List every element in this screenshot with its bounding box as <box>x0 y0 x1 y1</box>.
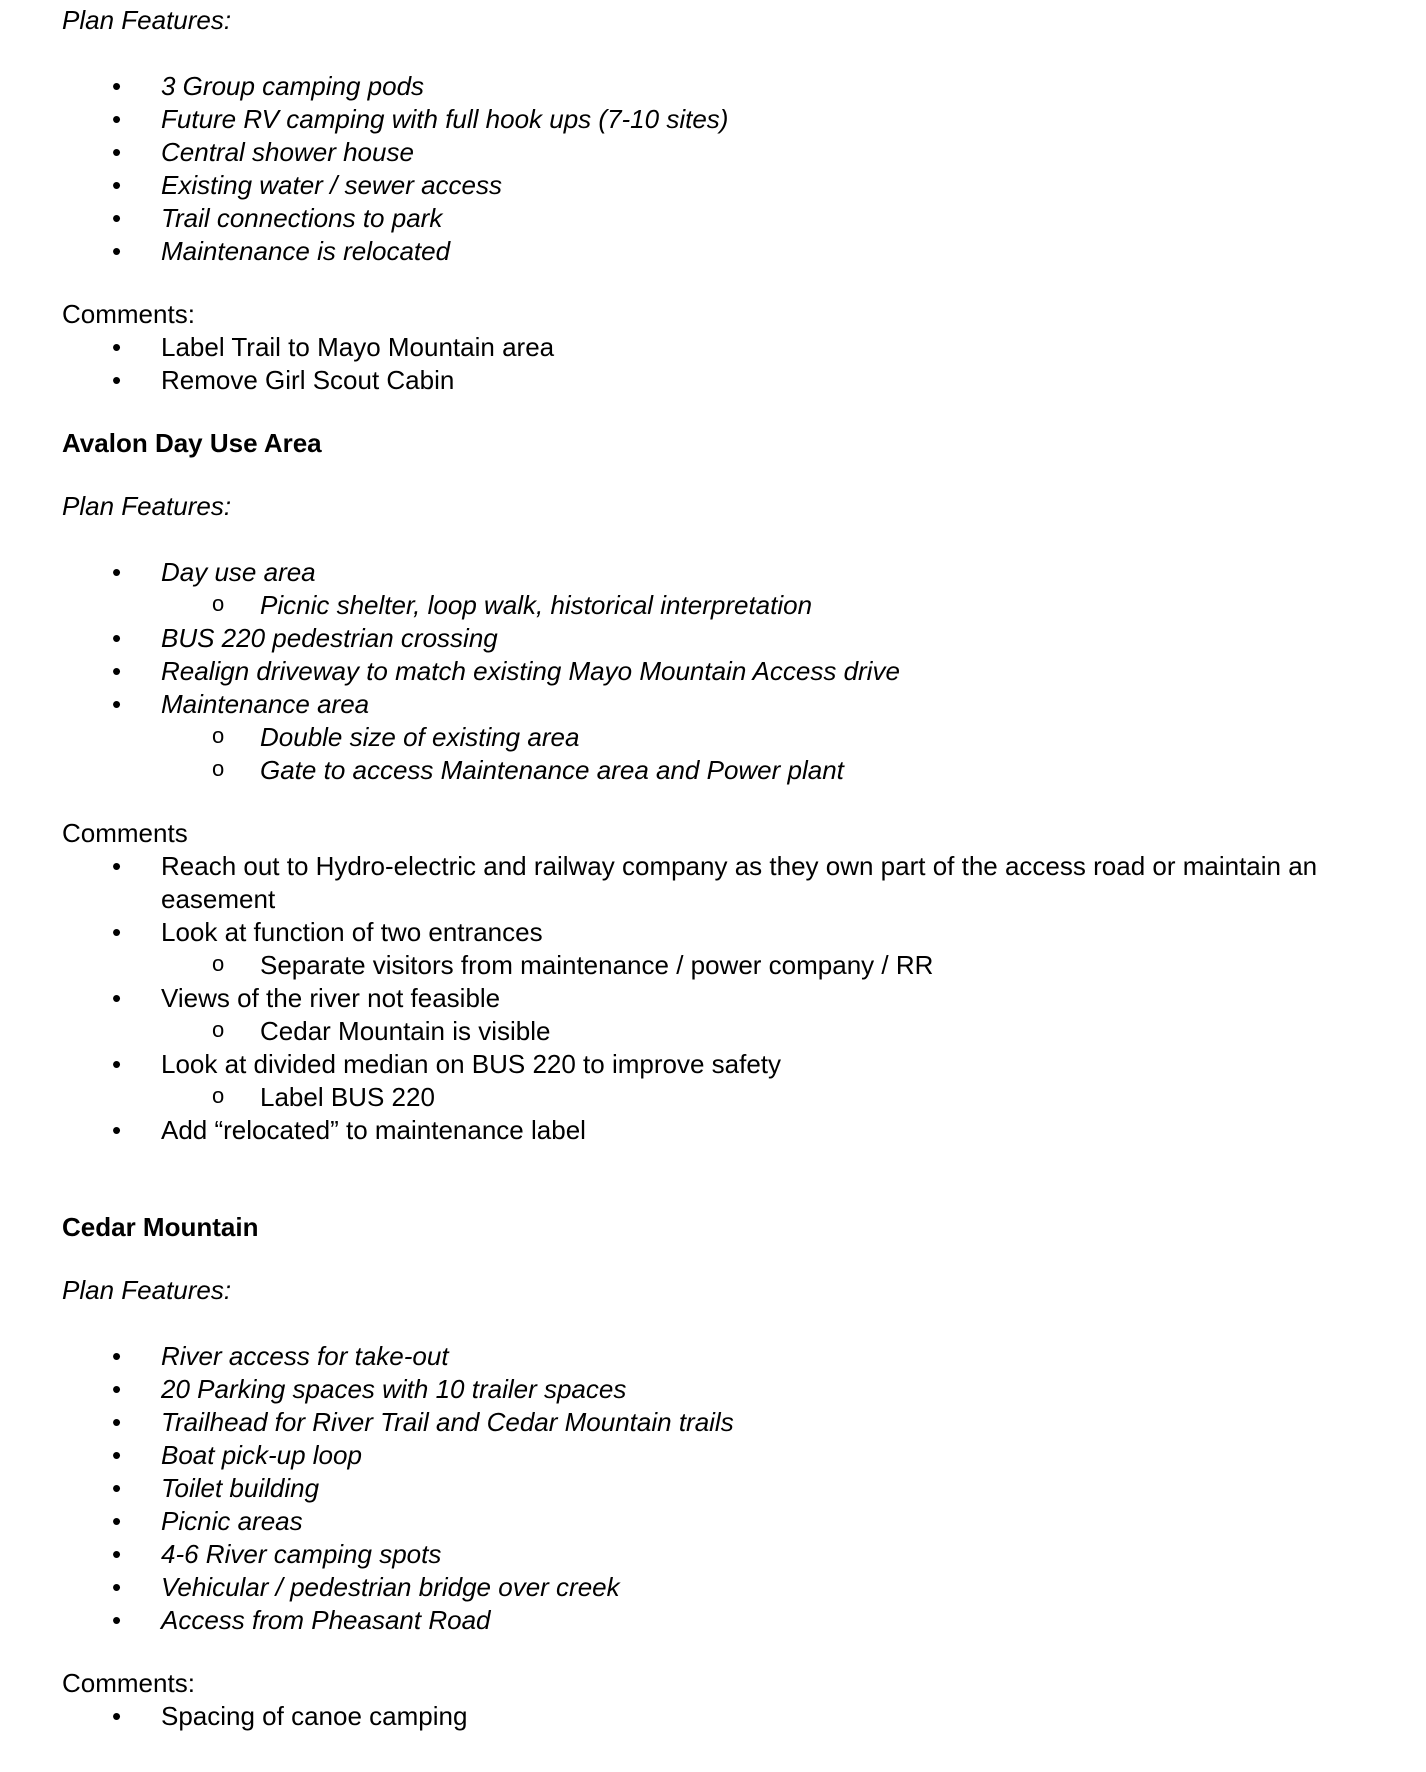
plan-features-label: Plan Features: <box>62 1275 232 1305</box>
list-item: • Trailhead for River Trail and Cedar Mountain trails <box>112 1407 734 1437</box>
bullet-icon: • <box>112 137 122 167</box>
list-item: • Spacing of canoe camping <box>112 1701 468 1731</box>
list-item: • Look at function of two entrances <box>112 917 543 947</box>
sub-bullet-icon: o <box>212 1017 225 1042</box>
bullet-icon: • <box>112 170 122 200</box>
bullet-icon: • <box>112 332 122 362</box>
list-item: • Access from Pheasant Road <box>112 1605 491 1635</box>
list-item: • 3 Group camping pods <box>112 71 425 101</box>
bullet-icon: • <box>112 1049 122 1079</box>
bullet-icon: • <box>112 365 122 395</box>
comments-label: Comments <box>62 818 188 848</box>
sub-list-item: o Label BUS 220 <box>62 1081 1382 1114</box>
comments-label: Comments: <box>62 299 195 329</box>
bullet-icon: • <box>112 236 122 266</box>
bullet-icon: • <box>112 1374 122 1404</box>
sub-list-item: o Double size of existing area <box>62 721 1382 754</box>
bullet-icon: • <box>112 983 122 1013</box>
sub-bullet-icon: o <box>212 723 225 748</box>
list-item: • Remove Girl Scout Cabin <box>112 365 455 395</box>
list-item: • Maintenance is relocated <box>112 236 451 266</box>
plan-features-label: Plan Features: <box>62 491 232 521</box>
plan-features-list <box>62 70 1382 268</box>
list-item: • Day use area <box>112 557 316 587</box>
list-item: • River access for take-out <box>112 1341 449 1371</box>
list-item: • Add “relocated” to maintenance label <box>112 1115 586 1145</box>
list-item: • Future RV camping with full hook ups (7-10 sites) <box>112 104 729 134</box>
list-item: • Realign driveway to match existing Mayo Mountain Access drive <box>112 656 900 686</box>
section-heading-avalon: Avalon Day Use Area <box>62 428 322 458</box>
sub-bullet-icon: o <box>212 1083 225 1108</box>
bullet-icon: • <box>112 557 122 587</box>
bullet-icon: • <box>112 203 122 233</box>
bullet-icon: • <box>112 851 122 881</box>
list-item: • BUS 220 pedestrian crossing <box>112 623 498 653</box>
bullet-icon: • <box>112 917 122 947</box>
sub-list-item: o Gate to access Maintenance area and Power plant <box>62 754 1382 787</box>
list-item: • Existing water / sewer access <box>112 170 503 200</box>
bullet-icon: • <box>112 1605 122 1635</box>
bullet-icon: • <box>112 71 122 101</box>
bullet-icon: • <box>112 1440 122 1470</box>
bullet-icon: • <box>112 104 122 134</box>
section-heading-cedar-mountain: Cedar Mountain <box>62 1212 259 1242</box>
list-item: • Label Trail to Mayo Mountain area <box>112 332 555 362</box>
plan-features-list <box>62 556 1382 787</box>
document-page <box>62 4 1382 1733</box>
bullet-icon: • <box>112 656 122 686</box>
bullet-icon: • <box>112 1115 122 1145</box>
list-item: • Toilet building <box>112 1473 320 1503</box>
bullet-icon: • <box>112 1473 122 1503</box>
list-item: • Vehicular / pedestrian bridge over creek <box>112 1572 620 1602</box>
sub-bullet-icon: o <box>212 951 225 976</box>
list-item: • Central shower house <box>112 137 414 167</box>
bullet-icon: • <box>112 1341 122 1371</box>
sub-list-item: o Picnic shelter, loop walk, historical interpretation <box>62 589 1382 622</box>
comments-list <box>62 1700 1382 1733</box>
list-item: • Boat pick-up loop <box>112 1440 362 1470</box>
bullet-icon: • <box>112 1407 122 1437</box>
bullet-icon: • <box>112 1539 122 1569</box>
list-item: • Picnic areas <box>112 1506 303 1536</box>
list-item: • Trail connections to park <box>112 203 443 233</box>
sub-bullet-icon: o <box>212 591 225 616</box>
list-item: • 4-6 River camping spots <box>112 1539 442 1569</box>
list-item: • Reach out to Hydro-electric and railway company as they own part of the access road or maintain an easement <box>112 851 1318 914</box>
plan-features-list <box>62 1340 1382 1637</box>
bullet-icon: • <box>112 623 122 653</box>
sub-list-item: o Separate visitors from maintenance / power company / RR <box>62 949 1382 982</box>
sub-bullet-icon: o <box>212 756 225 781</box>
comments-label: Comments: <box>62 1668 195 1698</box>
comments-list <box>62 850 1382 1147</box>
list-item: • Views of the river not feasible <box>112 983 501 1013</box>
bullet-icon: • <box>112 689 122 719</box>
bullet-icon: • <box>112 1506 122 1536</box>
sub-list-item: o Cedar Mountain is visible <box>62 1015 1382 1048</box>
bullet-icon: • <box>112 1572 122 1602</box>
list-item: • 20 Parking spaces with 10 trailer spaces <box>112 1374 627 1404</box>
plan-features-label: Plan Features: <box>62 5 232 35</box>
list-item: • Maintenance area <box>112 689 370 719</box>
bullet-icon: • <box>112 1701 122 1731</box>
comments-list <box>62 331 1382 397</box>
list-item: • Look at divided median on BUS 220 to improve safety <box>112 1049 782 1079</box>
